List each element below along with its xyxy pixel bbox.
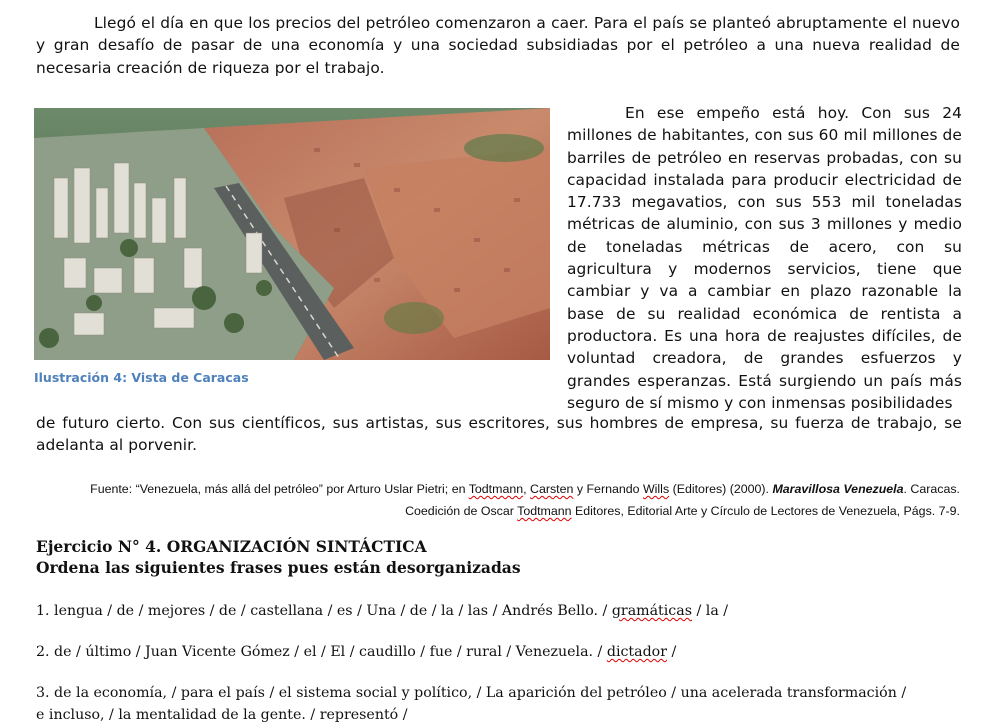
caracas-aerial-photo <box>34 108 550 360</box>
item2-misspelled: dictador <box>606 644 667 660</box>
item2-text-c: / <box>667 644 677 660</box>
source-comma: , <box>523 482 531 496</box>
exercise-subtitle: Ordena las siguientes frases pues están desorganizadas <box>36 558 521 577</box>
source-pre: Fuente: “Venezuela, más allá del petróleo” por Arturo Uslar Pietri; en <box>90 482 469 496</box>
exercise-item-3-line-1: 3. de la economía, / para el país / el sistema social y político, / La aparición del petróleo / una acelerada transformación / <box>36 685 907 701</box>
exercise-heading <box>36 536 521 578</box>
paragraph-side: En ese empeño está hoy. Con sus 24 millones de habitantes, con sus 60 mil millones de barriles de petróleo en reservas probadas, con su capacidad instalada para producir electricidad de 17.733 megavatios, con sus 553 mil toneladas métricas de aluminio, con sus 3 millones y medio de toneladas métricas de acero, con su agricultura y modernos servicios, tiene que cambiar y va a cambiar en plazo razonable la base de su realidad económica de rentista a productora. Es una hora de reajustes difíciles, de voluntad creadora, de grandes esfuerzos y grandes esperanzas. Está surgiendo un país más seguro de sí mismo y con inmensas posibilidades <box>567 104 962 412</box>
source-name-todtmann: Todtmann <box>468 482 524 496</box>
source-name-wills: Wills <box>642 482 670 496</box>
source-post1: (Editores) (2000). <box>669 482 773 496</box>
figure-caption: Ilustración 4: Vista de Caracas <box>34 370 249 385</box>
paragraph-intro: Llegó el día en que los precios del petróleo comenzaron a caer. Para el país se planteó abruptamente el nuevo y gran desafío de pasar de una economía y una sociedad subsidiadas por el petróleo a una nueva realidad de necesaria creación de riqueza por el trabajo. <box>36 14 960 77</box>
exercise-item-1 <box>36 600 728 622</box>
exercise-item-3-line-2: e incluso, / la mentalidad de la gente. / representó / <box>36 707 408 723</box>
source-post3: Editores, Editorial Arte y Círculo de Lectores de Venezuela, Págs. 7-9. <box>571 504 960 518</box>
item1-text-c: / la / <box>692 603 729 619</box>
source-name-todtmann-2: Todtmann <box>517 504 572 518</box>
paragraph-continuation: de futuro cierto. Con sus científicos, sus artistas, sus escritores, sus hombres de empresa, su fuerza de trabajo, se adelanta al porvenir. <box>36 414 962 455</box>
item2-text-a: 2. de / último / Juan Vicente Gómez / el / El / caudillo / fue / rural / Venezuela. / <box>36 644 607 660</box>
source-post2: . Caracas. Coedición de Oscar <box>405 482 960 518</box>
source-book-title: Maravillosa Venezuela <box>772 482 904 496</box>
source-name-carsten: Carsten <box>530 482 574 496</box>
source-citation <box>60 478 960 522</box>
city-illustration <box>34 108 550 360</box>
item1-text-a: 1. lengua / de / mejores / de / castellana / es / Una / de / la / las / Andrés Bello. / <box>36 603 612 619</box>
source-mid: y Fernando <box>573 482 643 496</box>
item1-misspelled: gramáticas <box>611 603 692 619</box>
exercise-item-2 <box>36 641 676 663</box>
exercise-title: Ejercicio N° 4. ORGANIZACIÓN SINTÁCTICA <box>36 537 427 556</box>
